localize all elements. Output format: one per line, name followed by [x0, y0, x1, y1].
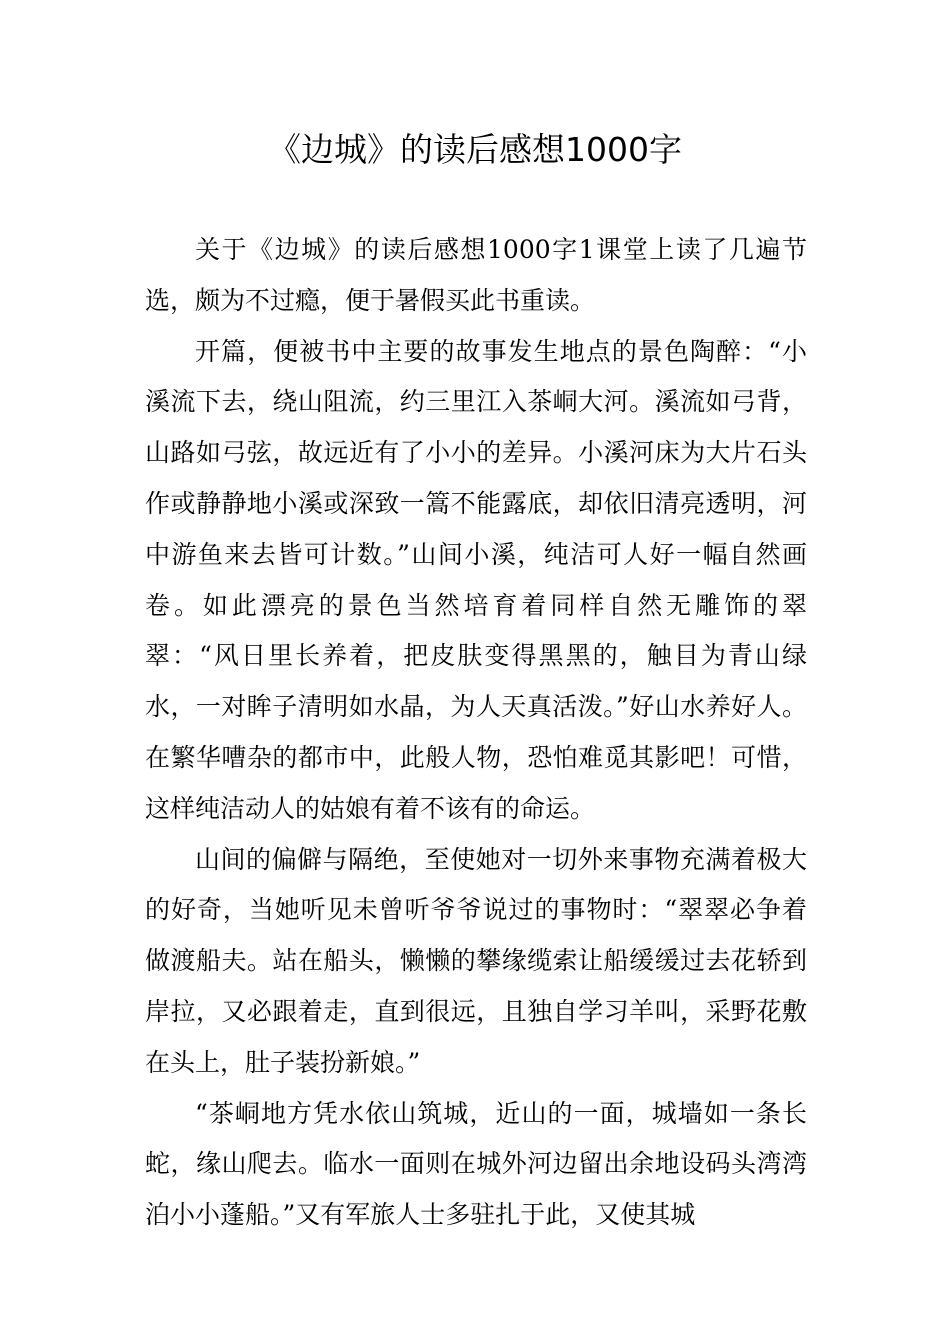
paragraph: 开篇，便被书中主要的故事发生地点的景色陶醉：“小溪流下去，绕山阻流，约三里江入茶峒大河。溪流如弓背，山路如弓弦，故远近有了小小的差异。小溪河床为大片石头作或静静地小溪或深致一篙不能露底，却依旧清亮透明，河中游鱼来去皆可计数。”山间小溪，纯洁可人好一幅自然画卷。如此漂亮的景色当然培育着同样自然无雕饰的翠翠：“风日里长养着，把皮肤变得黑黑的，触目为青山绿水，一对眸子清明如水晶，为人天真活泼。”好山水养好人。在繁华嘈杂的都市中，此般人物，恐怕难觅其影吧！可惜，这样纯洁动人的姑娘有着不该有的命运。 [145, 336, 807, 823]
paragraph: 关于《边城》的读后感想1000字1课堂上读了几遍节选，颇为不过瘾，便于暑假买此书重读。 [145, 235, 807, 315]
paragraph: 山间的偏僻与隔绝，至使她对一切外来事物充满着极大的好奇，当她听见未曾听爷爷说过的事物时：“翠翠必争着做渡船夫。站在船头，懒懒的攀缘缆索让船缓缓过去花轿到岸拉，又必跟着走，直到很远，且独自学习羊叫，采野花敷在头上，肚子装扮新娘。” [145, 844, 807, 1077]
paragraph: “茶峒地方凭水依山筑城，近山的一面，城墙如一条长蛇，缘山爬去。临水一面则在城外河边留出余地设码头湾湾泊小小蓬船。”又有军旅人士多驻扎于此，又使其城 [145, 1098, 807, 1230]
document-body [145, 225, 807, 1241]
document-title: 《边城》的读后感想1000字 [268, 130, 682, 169]
